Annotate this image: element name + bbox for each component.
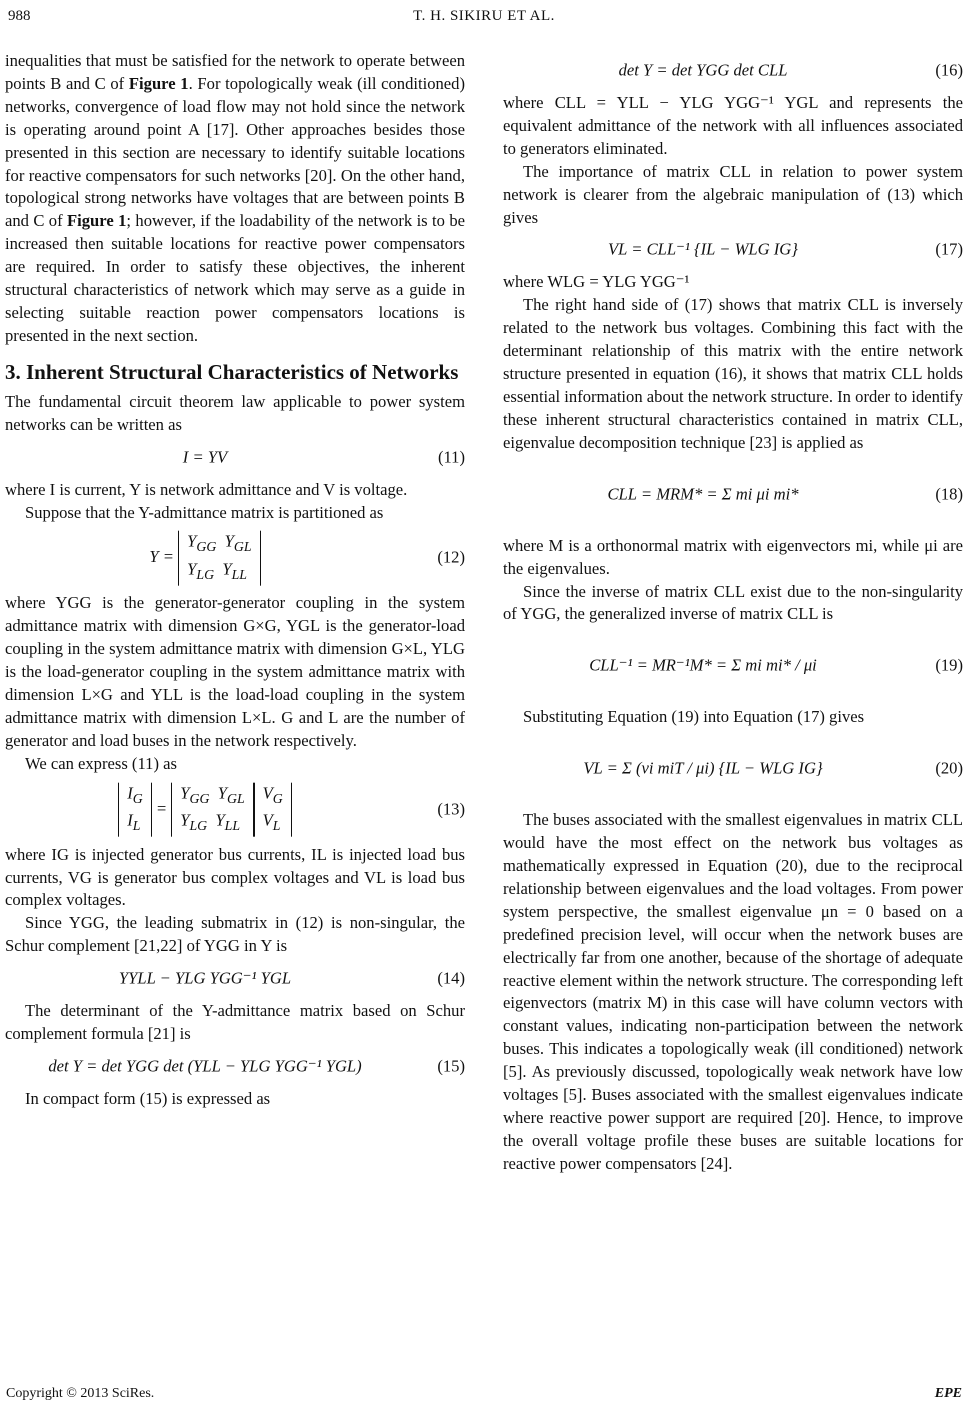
running-title: T. H. SIKIRU ET AL. (413, 8, 555, 24)
equation-13: $I_G$ $I_L = Y_{GG}$ $Y_{GL}$ $Y_{LG}$ $Y_{LL}V_G$ $V_L$ (13) (5, 780, 465, 840)
paragraph: Substituting Equation (19) into Equation (17) gives (523, 707, 865, 727)
section-heading: 3. Inherent Structural Characteristics of Networks (5, 359, 459, 384)
paragraph: inequalities that must be satisfied for the network to operate between points B and C of Figure 1. For topologically weak (ill conditioned) networks, convergence of load flow may not hold since the network is operating around point A [17]. Other approaches besides those presented in this section are necessary to identify suitable locations for reactive compensators for such networks [20]. On the other hand, topological strong networks have voltages that are between points B and C of Figure 1; however, if the loadability of the network is to be increased then suitable locations for reactive power compensators are required. In order to satisfy these objectives, the inherent structural characteristics of network which may serve as a guide in selecting suitable reaction power compensators locations is presented in the next section. (5, 51, 465, 345)
paragraph: Since the inverse of matrix CLL exist due to the non-singularity of YGG, the generalized inverse of matrix CLL is (503, 581, 963, 624)
paragraph: where M is a orthonormal matrix with eigenvectors mi, while μi are the eigenvalues. (503, 535, 963, 578)
equation-19: CLL⁻¹ = MR⁻¹M* = Σ mi mi* / μi (19) (589, 655, 963, 675)
equation-14: YYLL − YLG YGG⁻¹ YGL (14) (118, 968, 465, 988)
equation-17: VL = CLL⁻¹ {IL − WLG IG} (17) (608, 239, 963, 259)
equation-12: $Y = Y_{GG}$ $Y_{GL}$ $Y_{LG}$ $Y_{LL}$ (12) (5, 528, 465, 588)
right-column (503, 50, 963, 1176)
paragraph: In compact form (15) is expressed as (25, 1089, 271, 1108)
copyright: Copyright © 2013 SciRes. (6, 1386, 155, 1401)
paragraph: The buses associated with the smallest eigenvalues in matrix CLL would have the most effect on the network bus voltages as mathematically expressed in Equation (20), due to the reciprocal relationship between eigenvalues and the load voltages. From power system perspective, the smallest eigenvalue μn = 0 based on a predefined precision level, will occur when the network buses are electrically far from one another, because of the shortage of adequate reactive element within the network structure. The corresponding left eigenvectors (matrix M) in this case will have column vectors with constant values, indicating non-participation between the network buses. This indicates a topologically weak (ill conditioned) network [5]. As previously discussed, topologically weak network have low voltages [5]. Buses associated with the smallest eigenvalues indicate where reactive power support are required [20]. Hence, to improve the overall voltage profile these buses are suitable locations for reactive power compensators [24]. (503, 810, 964, 1173)
paragraph: where I is current, Y is network admittance and V is voltage. (5, 479, 408, 499)
equation-20: VL = Σ (vi miT / μi) {IL − WLG IG} (20) (583, 758, 963, 778)
paragraph: The importance of matrix CLL in relation to power system network is clearer from the algebraic manipulation of (13) which gives (503, 161, 963, 227)
page-footer (6, 1386, 962, 1406)
paragraph: We can express (11) as (25, 753, 177, 773)
paragraph: The right hand side of (17) shows that matrix CLL is inversely related to the network bus voltages. Combining this fact with the determinant relationship of this matrix with the entire network structure presented in equation (16), it shows that matrix CLL holds essential information about the network structure. In order to identify these inherent structural characteristics contained in matrix CLL, eigenvalue decomposition technique [23] is applied as (503, 295, 963, 452)
page-header (8, 8, 960, 30)
paragraph: where IG is injected generator bus currents, IL is injected load bus currents, VG is generator bus complex voltages and VL is load bus complex voltages. (5, 844, 465, 910)
paragraph: Suppose that the Y-admittance matrix is partitioned as (25, 502, 384, 522)
paragraph: Since YGG, the leading submatrix in (12) is non-singular, the Schur complement [21,22] of YGG in Y is (5, 913, 465, 956)
paragraph: where YGG is the generator-generator coupling in the system admittance matrix with dimension G×G, YGL is the generator-load coupling in the system admittance matrix with dimension G×L, YLG is the load-generator coupling in the system admittance matrix with dimension L×G and YLL is the load-load coupling in the system admittance matrix with dimension L×L. G and L are the number of generator and load buses in the network respectively. (5, 593, 465, 750)
paragraph: The determinant of the Y-admittance matrix based on Schur complement formula [21] is (5, 1001, 465, 1044)
equation-15: det Y = det YGG det (YLL − YLG YGG⁻¹ YGL) (15) (48, 1056, 465, 1076)
paragraph: where WLG = YLG YGG⁻¹ (503, 272, 690, 292)
left-column (5, 50, 465, 1111)
figure-ref[interactable]: Figure 1 (67, 211, 127, 231)
paragraph: The fundamental circuit theorem law applicable to power system networks can be written as (5, 391, 465, 434)
equation-18: CLL = MRM* = Σ mi μi mi* (18) (607, 484, 963, 504)
figure-ref[interactable]: Figure 1 (128, 73, 189, 93)
journal-name: EPE (934, 1386, 962, 1401)
page-number: 988 (8, 8, 31, 24)
equation-11: I = YV (11) (182, 447, 465, 467)
equation-16: det Y = det YGG det CLL (16) (618, 60, 963, 80)
paragraph: where CLL = YLL − YLG YGG⁻¹ YGL and represents the equivalent admittance of the network with all influences associated to generators eliminated. (503, 93, 963, 158)
